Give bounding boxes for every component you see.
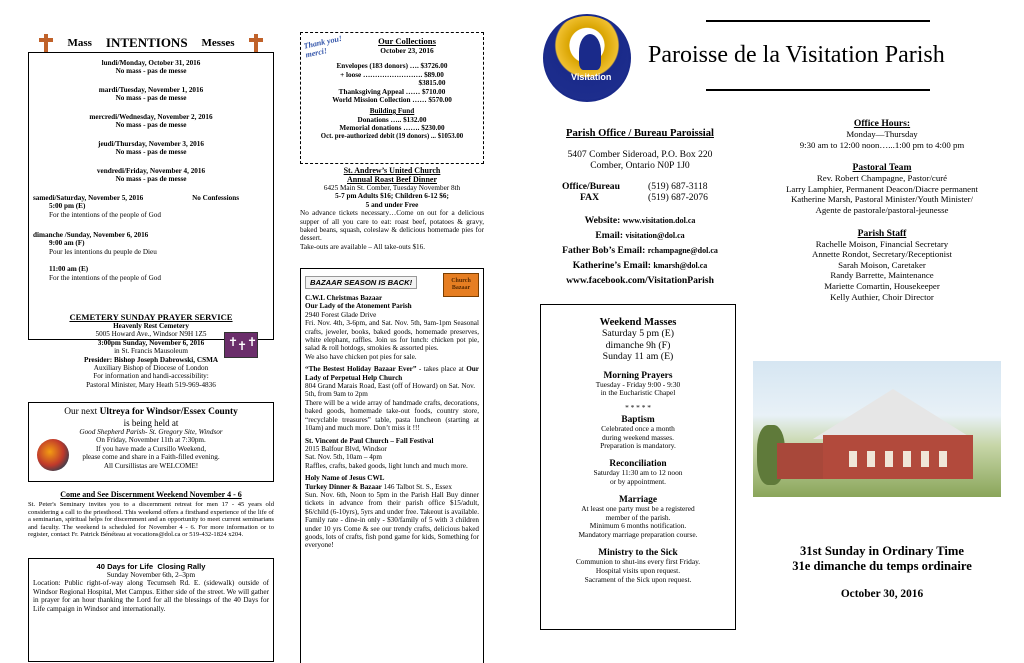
- cemetery-line: Auxiliary Bishop of Diocese of London: [93, 364, 209, 373]
- sunday-intention-1: Pour les intentions du peuple de Dieu: [49, 247, 157, 256]
- mass-day-item: [33, 86, 269, 102]
- bazaar-title: BAZAAR SEASON IS BACK!: [305, 276, 417, 289]
- intentions-label: INTENTIONS: [105, 35, 188, 50]
- confessions-note: No Confessions: [192, 194, 239, 202]
- st-andrews-body: Take-outs are available – All take-outs $16.: [300, 242, 426, 251]
- facebook-link[interactable]: www.facebook.com/VisitationParish: [566, 275, 714, 286]
- st-andrews-title: St. Andrew’s United Church: [343, 166, 441, 175]
- thank-you-graphic: Thank you! merci!: [302, 33, 343, 60]
- baptism-title: Baptism: [621, 414, 655, 425]
- cross-icon: [39, 34, 53, 52]
- saturday-row: [33, 194, 269, 202]
- mass-day: vendredi/Friday, November 4, 2016: [96, 167, 206, 175]
- sunday-time-1: 9:00 am (F): [49, 239, 85, 248]
- collection-row: Thanksgiving Appeal …… $710.00: [338, 87, 446, 96]
- discernment-section: [28, 490, 274, 539]
- cemetery-line: in St. Francis Mausoleum: [114, 347, 188, 356]
- saturday-day: samedi/Saturday, November 5, 2016: [33, 194, 144, 202]
- marriage-title: Marriage: [619, 494, 657, 505]
- office-address-1: 5407 Comber Sideroad, P.O. Box 220: [567, 149, 713, 160]
- mass-note: No mass - pas de messe: [115, 94, 187, 102]
- sunday-day: dimanche /Sunday, November 6, 2016: [33, 231, 149, 240]
- discernment-body: St. Peter's Seminary invites you to a discernment retreat for men 17 - 45 years old considering a call to the priesthood. This weekend offers a firsthand experience of the life of a seminarian, spiritual helps for discernment and an opportunity to meet current seminarians and faculty. The weekend is scheduled for November 4 - 6. For more information or to register, contact Fr. Patrick Bénéteau at vocations@dol.ca or 519-432-1824 x204.: [28, 501, 274, 539]
- sunday-time-2: 11:00 am (E): [49, 265, 89, 274]
- reconciliation-line: Saturday 11:30 am to 12 noon: [593, 468, 683, 478]
- rooster-image: [37, 439, 69, 471]
- church-photo: [753, 361, 1001, 497]
- bazaar-box: [300, 268, 484, 663]
- sick-ministry-line: Sacrament of the Sick upon request.: [584, 574, 692, 584]
- messes-label: Messes: [201, 37, 235, 49]
- ultreya-line: If you have made a Cursillo Weekend,: [95, 444, 207, 453]
- staff-member: Randy Barrette, Maintenance: [830, 270, 934, 281]
- forty-days-title: 40 Days for Life Closing Rally: [96, 562, 206, 571]
- mass-time: Saturday 5 pm (E): [601, 328, 675, 339]
- logo-text: Visitation: [571, 72, 612, 82]
- fax-label: FAX: [580, 192, 600, 203]
- ultreya-date: On Friday, November 11th at 7:30pm.: [96, 436, 206, 445]
- collections-date: October 23, 2016: [380, 46, 434, 55]
- phone-number: (519) 687-3118: [648, 181, 708, 192]
- building-fund-title: Building Fund: [369, 106, 415, 115]
- website-link[interactable]: www.visitation.dol.ca: [622, 216, 696, 225]
- st-andrews-body: No advance tickets necessary…Come on out for a delicious supper of all you care to eat: roast beef, potatoes & gravy, baked beans, squash, coleslaw & delicious homemade pies for dessert.: [300, 209, 484, 243]
- marriage-line: Minimum 6 months notification.: [589, 521, 687, 531]
- cemetery-line: 5005 Howard Ave., Windsor N9H 1Z5: [95, 330, 207, 339]
- bulletin-date: October 30, 2016: [840, 588, 924, 600]
- baptism-line: during weekend masses.: [601, 432, 675, 442]
- phone-label: Office/Bureau: [562, 181, 620, 192]
- email-link[interactable]: visitation@dol.ca: [625, 231, 685, 240]
- office-title: Parish Office / Bureau Paroissial: [566, 128, 714, 139]
- phone-grid: [540, 181, 740, 203]
- mass-note: No mass - pas de messe: [115, 67, 187, 75]
- pastoral-team-title: Pastoral Team: [852, 162, 912, 174]
- parish-office-section: [540, 128, 740, 288]
- mass-day-item: [33, 167, 269, 183]
- mass-label: Mass: [67, 37, 92, 49]
- ultreya-title: Our next Ultreya for Windsor/Essex County: [64, 407, 238, 417]
- collection-row: World Mission Collection …… $570.00: [332, 96, 452, 105]
- crosses-icon: ✝ ✝ ✝: [224, 332, 258, 358]
- cemetery-line: For information and handi-accessibility:: [93, 372, 209, 381]
- team-member: Agente de pastorale/pastoral-jeunesse: [815, 204, 949, 215]
- mass-day: lundi/Monday, October 31, 2016: [101, 59, 201, 67]
- staff-member: Sarah Moison, Caretaker: [838, 259, 926, 270]
- sick-ministry-title: Ministry to the Sick: [598, 548, 678, 559]
- cemetery-line: 3:00pm Sunday, November 6, 2016: [97, 338, 205, 347]
- ultreya-place: Good Shepherd Parish- St. Gregory Site, Windsor: [79, 428, 223, 436]
- mass-day-item: [33, 59, 269, 75]
- saturday-time: 5:00 pm (E): [49, 202, 86, 210]
- mass-note: No mass - pas de messe: [115, 148, 187, 156]
- visitation-figure-icon: [579, 34, 601, 70]
- reconciliation-line: or by appointment.: [609, 477, 667, 487]
- mass-time: Sunday 11 am (E): [602, 351, 674, 362]
- saturday-intention: For the intentions of the people of God: [49, 210, 161, 219]
- fax-number: (519) 687-2076: [648, 192, 708, 203]
- cross-icon: [249, 34, 263, 52]
- weekend-masses-box: [540, 304, 736, 630]
- collection-row: $3815.00: [418, 79, 446, 88]
- mass-day: mercredi/Wednesday, November 2, 2016: [89, 113, 213, 121]
- prayers-line: in the Eucharistic Chapel: [600, 388, 676, 398]
- mass-note: No mass - pas de messe: [115, 175, 187, 183]
- office-address-2: Comber, Ontario N0P 1J0: [590, 160, 690, 171]
- st-andrews-line: 5 and under Free: [365, 200, 419, 209]
- prayers-line: Tuesday - Friday 9:00 - 9:30: [595, 379, 681, 389]
- parish-logo: [543, 14, 631, 102]
- sick-ministry-line: Hospital visits upon request.: [595, 565, 681, 575]
- mass-day-item: [33, 113, 269, 129]
- sunday-intention-2: For the intentions of the people of God: [49, 273, 161, 282]
- st-andrews-line: 5-7 pm Adults $16; Children 6-12 $6;: [335, 192, 449, 201]
- bottom-rule: [706, 89, 930, 91]
- staff-member: Rachelle Moison, Financial Secretary: [815, 238, 949, 249]
- forty-days-date: Sunday November 6th, 2–3pm: [106, 571, 196, 579]
- collections-box: [300, 32, 484, 164]
- ultreya-line: please come and share in a Faith-filled evening.: [82, 453, 220, 462]
- bazaar-item: Holy Name of Jesus CWL Turkey Dinner & Bazaar 146 Talbot St. S., Essex Sun. Nov. 6th, Noon to 5pm in the Parish Hall Buy dinner tickets in advance from their parish office $15/adult, $6/child (6-10yrs), 5yrs and under free. Takeout is available. Family rate - dine-in only - $30/family of 5 with 3 children under 10 yrs Come & see our trendy crafts, delicious baked goods, lots of crafts, fish pond game for kids, Something for everyone!: [305, 474, 480, 550]
- mass-day: jeudi/Thursday, November 3, 2016: [98, 140, 204, 148]
- st-andrews-subtitle: Annual Roast Beef Dinner: [346, 175, 437, 184]
- team-member: Larry Lamphier, Permanent Deacon/Diacre permanent: [786, 183, 978, 194]
- mass-time: dimanche 9h (F): [605, 339, 671, 351]
- mass-day: mardi/Tuesday, November 1, 2016: [98, 86, 204, 94]
- church-bazaar-sign: Church Bazaar: [443, 273, 479, 297]
- cemetery-section: [28, 312, 274, 389]
- collection-row: + loose ……………………. $89.00: [340, 70, 444, 79]
- collections-title: Our Collections: [378, 36, 436, 46]
- contact-links: Website: www.visitation.dol.ca Email: visitation@dol.ca Father Bob’s Email: rchampagne@dol.ca Katherine’s Email: kmarsh@dol.ca www.facebook.com/VisitationParish: [540, 213, 740, 288]
- discernment-title: Come and See Discernment Weekend November 4 - 6: [60, 490, 242, 499]
- mass-intentions-column: [28, 30, 274, 613]
- mass-day-item: [33, 140, 269, 156]
- ultreya-line: All Cursillistas are WELCOME!: [103, 461, 199, 470]
- bazaar-item: C.W.L Christmas Bazaar Our Lady of the Atonement Parish 2940 Forest Glade Drive Fri. Nov. 4th, 3-6pm, and Sat. Nov. 5th, 9am-1pm Seasonal crafts, jeweler, books, baked goods, homemade preserves, white elephant, raffles. Join us for lunch: chicken pot pie, salad & roll hotdogs, smokies & assorted pies. We also have chicken pot pies for sale.: [305, 294, 479, 361]
- cemetery-line: Presider: Bishop Joseph Dabrowski, CSMA: [83, 355, 219, 364]
- bazaar-item: St. Vincent de Paul Church – Fall Festival 2015 Balfour Blvd, Windsor Sat. Nov. 5th, 10am – 4pm Raffles, crafts, baked goods, light lunch and much more.: [305, 436, 468, 470]
- sunday-english: 31st Sunday in Ordinary Time: [800, 544, 964, 558]
- masses-title: Weekend Masses: [599, 317, 677, 328]
- building-fund-row: Memorial donations ……. $230.00: [339, 124, 445, 133]
- forty-days-box: [28, 558, 274, 662]
- building-fund-row: Oct. pre-authorized debit (19 donors) ... $1053.00: [320, 132, 464, 140]
- top-rule: [706, 20, 930, 22]
- marriage-line: Mandatory marriage preparation course.: [578, 530, 698, 540]
- staff-member: Kelly Authier, Choir Director: [830, 291, 934, 302]
- mass-intentions-box: [28, 52, 274, 340]
- staff-member: Mariette Comartin, Housekeeper: [824, 280, 940, 291]
- parish-staff-title: Parish Staff: [857, 227, 907, 239]
- prayers-title: Morning Prayers: [603, 370, 673, 381]
- team-member: Katherine Marsh, Pastoral Minister/Youth Minister/: [790, 194, 974, 205]
- ultreya-box: [28, 402, 274, 482]
- parish-title: Paroisse de la Visitation Parish: [648, 42, 945, 68]
- office-hours-title: Office Hours:: [853, 118, 911, 129]
- sunday-row: [33, 231, 269, 239]
- marriage-line: member of the parish.: [605, 512, 671, 522]
- parish-info-column: [758, 118, 1006, 302]
- separator-stars: * * * * *: [625, 403, 651, 413]
- office-hours-line: 9:30 am to 12:00 noon…...1:00 pm to 4:00 pm: [799, 139, 965, 150]
- cemetery-title: CEMETERY SUNDAY PRAYER SERVICE: [69, 312, 233, 322]
- baptism-line: Celebrated once a month: [601, 423, 675, 433]
- staff-member: Annette Rondot, Secretary/Receptionist: [812, 249, 952, 260]
- reconciliation-title: Reconciliation: [609, 459, 667, 470]
- marriage-line: At least one party must be a registered: [581, 503, 695, 513]
- team-member: Rev. Robert Champagne, Pastor/curé: [816, 173, 948, 184]
- father-email-link[interactable]: rchampagne@dol.ca: [647, 246, 718, 255]
- cemetery-line: Heavenly Rest Cemetery: [113, 322, 189, 330]
- sick-ministry-line: Communion to shut-ins every first Friday.: [575, 557, 701, 567]
- liturgical-sunday: [758, 544, 1006, 600]
- katherine-email-link[interactable]: kmarsh@dol.ca: [653, 261, 708, 270]
- st-andrews-line: 6425 Main St. Comber, Tuesday November 8th: [323, 184, 461, 192]
- bazaar-item: “The Bestest Holiday Bazaar Ever” - takes place at Our Lady of Perpetual Help Church 804 Grand Marais Road, East (off of Howard) on Sat. Nov. 5th, from 9am to 2pm There will be a wide array of handmade crafts, decorations, baked goods, homemade take-out foods, country store, “recyclable treasures” table, pasta luncheon (starting at 10am) and much more. Don’t miss it !!!: [305, 365, 479, 433]
- building-fund-row: Donations ….. $132.00: [357, 115, 427, 124]
- sunday-french: 31e dimanche du temps ordinaire: [792, 559, 972, 573]
- collection-row: Envelopes (183 donors) …. $3726.00: [336, 62, 448, 70]
- st-andrews-section: [300, 166, 484, 251]
- baptism-line: Preparation is mandatory.: [600, 441, 676, 451]
- office-hours-line: Monday—Thursday: [846, 129, 918, 139]
- cemetery-line: Pastoral Minister, Mary Heath 519-969-4836: [86, 380, 216, 389]
- mass-note: No mass - pas de messe: [115, 121, 187, 129]
- ultreya-held: is being held at: [123, 418, 179, 428]
- forty-days-body: Location: Public right-of-way along Tecumseh Rd. E. (sidewalk) outside of Windsor Regional Hospital, Met Campus. Either side of the street. We will gather in prayer for an hour thanking the Lord for all the blessings of the 40 Days for Life campaign in Windsor and internationally.: [33, 579, 269, 613]
